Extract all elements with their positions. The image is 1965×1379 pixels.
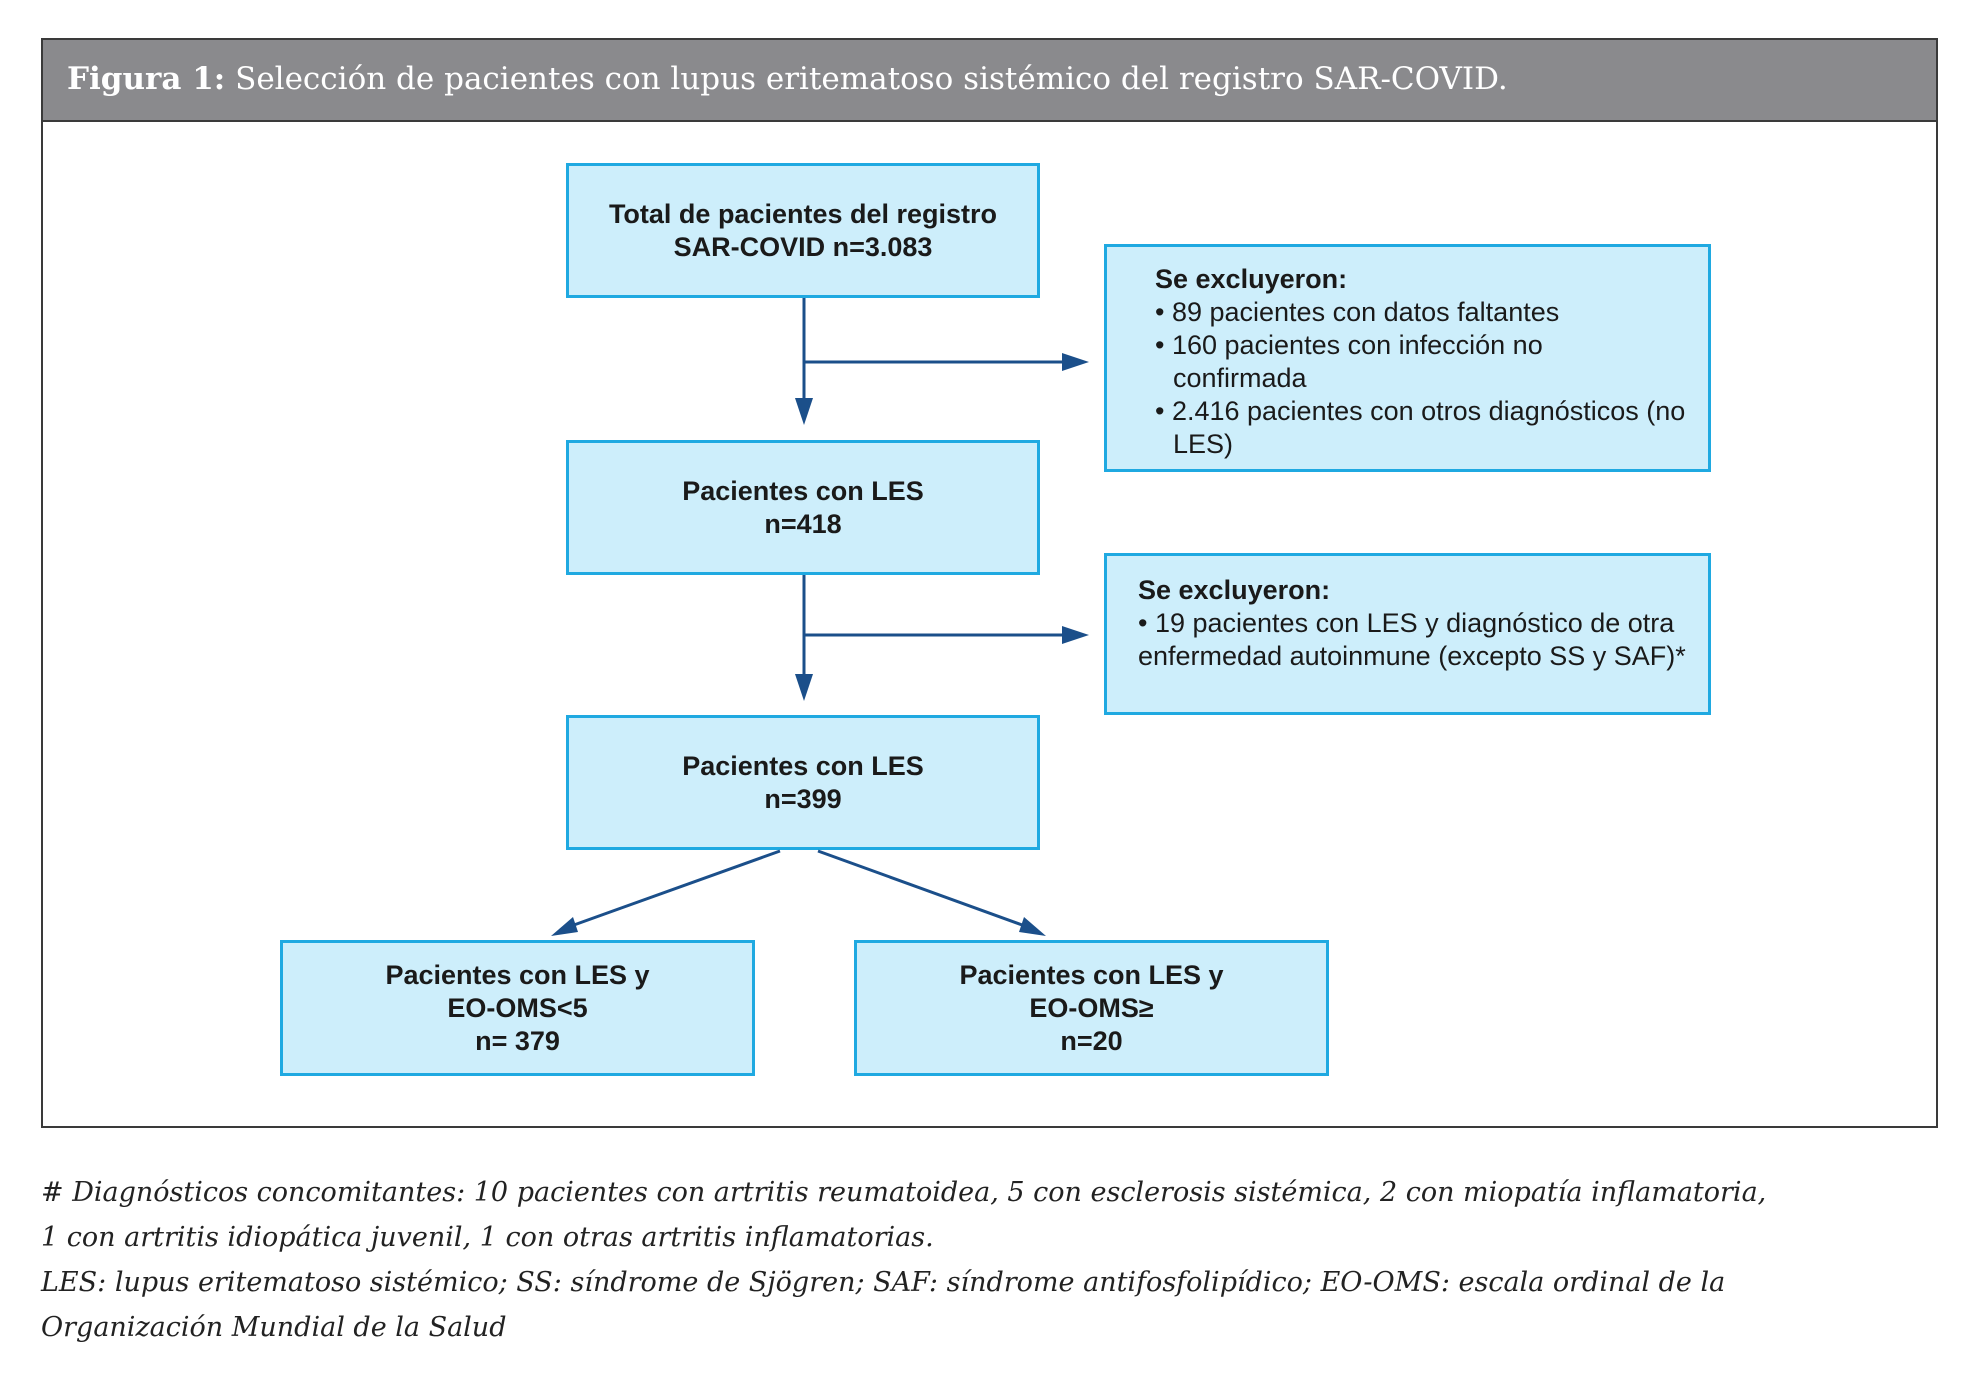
exclusion-1-item: • 2.416 pacientes con otros diagnósticos (no LES) — [1155, 396, 1686, 459]
exclusion-1-item: • 89 pacientes con datos faltantes — [1155, 297, 1560, 327]
box-les-418-line1: Pacientes con LES — [682, 475, 924, 506]
box-les-399 — [566, 715, 1040, 850]
box-exclusion-2 — [1104, 553, 1711, 715]
box-les-399-line2: n=399 — [764, 783, 842, 814]
footnote-line: 1 con artritis idiopática juvenil, 1 con otras artritis inflamatorias. — [41, 1222, 934, 1253]
footnote-line: LES: lupus eritematoso sistémico; SS: síndrome de Sjögren; SAF: síndrome antifosfolipídico; EO-OMS: escala ordinal de la — [41, 1267, 1726, 1298]
figure-header — [43, 40, 1936, 122]
box-les-399-line1: Pacientes con LES — [682, 750, 924, 781]
box-eo-low-line1: Pacientes con LES y — [385, 959, 650, 990]
box-eo-oms-high — [854, 940, 1329, 1076]
box-eo-high-line1: Pacientes con LES y — [959, 959, 1224, 990]
box-eo-high-line3: n=20 — [1060, 1025, 1123, 1056]
box-eo-low-line3: n= 379 — [475, 1025, 560, 1056]
box-eo-low-line2: EO-OMS<5 — [447, 992, 588, 1023]
box-eo-high-line2: EO-OMS≥ — [1029, 992, 1154, 1023]
exclusion-1-item: • 160 pacientes con infección no confirmada — [1155, 330, 1543, 393]
box-eo-oms-low — [280, 940, 755, 1076]
figure-title: Selección de pacientes con lupus eritematoso sistémico del registro SAR-COVID. — [235, 61, 1508, 97]
box-total-line1: Total de pacientes del registro — [608, 198, 998, 229]
exclusion-2-title: Se excluyeron: — [1138, 575, 1331, 605]
box-total-patients — [566, 163, 1040, 298]
footnote-line: # Diagnósticos concomitantes: 10 pacientes con artritis reumatoidea, 5 con esclerosis sistémica, 2 con miopatía inflamatoria, — [41, 1177, 1767, 1208]
figure-label: Figura 1: — [67, 61, 226, 97]
box-les-418 — [566, 440, 1040, 575]
box-exclusion-1 — [1104, 244, 1711, 472]
box-total-line2: SAR-COVID n=3.083 — [673, 231, 933, 262]
box-les-418-line2: n=418 — [764, 508, 842, 539]
exclusion-2-item: • 19 pacientes con LES y diagnóstico de otra enfermedad autoinmune (excepto SS y SAF)* — [1138, 608, 1686, 671]
exclusion-1-title: Se excluyeron: — [1155, 264, 1348, 294]
footnote-line: Organización Mundial de la Salud — [41, 1312, 507, 1343]
footnotes — [41, 1170, 1921, 1350]
